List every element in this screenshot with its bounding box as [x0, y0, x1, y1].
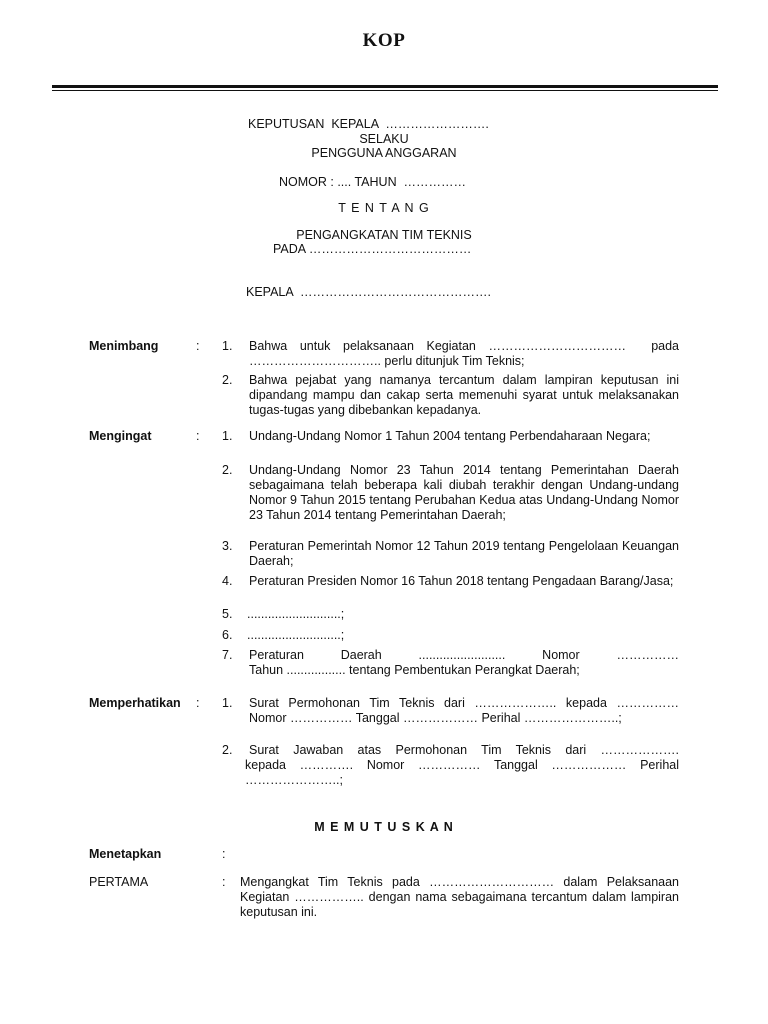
mengingat-2-text: Undang-Undang Nomor 23 Tahun 2014 tentang Pemerintahan Daerah sebagaimana telah beberapa kali diubah terakhir dengan Undang-undang Nomor 9 Tahun 2015 tentang Perubahan Kedua atas Undang-Undang Nomor 23 Tahun 2014 tentang Pemerintahan Daerah; — [249, 463, 679, 522]
title-line-2: SELAKU — [359, 132, 409, 146]
title-line-3: PENGGUNA ANGGARAN — [311, 146, 457, 160]
menimbang-1-rest: ………………………….. perlu ditunjuk Tim Teknis; — [249, 354, 525, 368]
subject-line-2: PADA ………………………………… — [273, 242, 472, 256]
memperhatikan-1-num: 1. — [222, 696, 233, 710]
mengingat-4-text: Peraturan Presiden Nomor 16 Tahun 2018 tentang Pengadaan Barang/Jasa; — [249, 574, 674, 588]
pertama-colon: : — [222, 875, 226, 889]
kop-heading: KOP — [362, 30, 406, 51]
tentang-line: T E N T A N G — [338, 201, 430, 215]
mengingat-5-text: ...........................; — [247, 607, 345, 621]
mengingat-2-num: 2. — [222, 463, 233, 477]
mengingat-3-num: 3. — [222, 539, 233, 553]
menetapkan-colon: : — [222, 847, 226, 861]
memperhatikan-2-num: 2. — [222, 743, 233, 757]
memperhatikan-2-line2: kepada …………. Nomor …………… Tanggal ……………… Perihal — [245, 758, 679, 772]
menimbang-2-num: 2. — [222, 373, 233, 387]
mengingat-colon: : — [196, 429, 200, 443]
menimbang-colon: : — [196, 339, 200, 353]
mengingat-6-text: ...........................; — [247, 628, 345, 642]
memperhatikan-colon: : — [196, 696, 200, 710]
mengingat-4-num: 4. — [222, 574, 233, 588]
menetapkan-label: Menetapkan — [89, 847, 162, 861]
mengingat-7-num: 7. — [222, 648, 233, 662]
mengingat-7-line1: Peraturan Daerah ......................... Nomor …………… — [249, 648, 679, 662]
mengingat-1-num: 1. — [222, 429, 233, 443]
menimbang-label: Menimbang — [89, 339, 159, 353]
nomor-line: NOMOR : .... TAHUN …………… — [279, 175, 467, 189]
memperhatikan-1-rest: Nomor …………… Tanggal ……………… Perihal …………………..; — [249, 711, 622, 725]
memperhatikan-2-rest: …………………..; — [245, 773, 343, 787]
mengingat-5-num: 5. — [222, 607, 233, 621]
memperhatikan-1-line1: Surat Permohonan Tim Teknis dari ……………….. kepada …………… — [249, 696, 679, 710]
memperhatikan-2-line1: Surat Jawaban atas Permohonan Tim Teknis dari ………………. — [249, 743, 679, 757]
pertama-text: Mengangkat Tim Teknis pada ………………………… dalam Pelaksanaan Kegiatan …………….. dengan nama sebagaimana tercantum dalam lampiran keputusan ini. — [240, 875, 679, 919]
subject-line-1: PENGANGKATAN TIM TEKNIS — [296, 228, 472, 242]
menimbang-1-line1: Bahwa untuk pelaksanaan Kegiatan …………………………… pada — [249, 339, 679, 353]
mengingat-7-rest: Tahun ................. tentang Pembentukan Perangkat Daerah; — [249, 663, 580, 677]
menimbang-1-num: 1. — [222, 339, 233, 353]
mengingat-6-num: 6. — [222, 628, 233, 642]
header-rule-thick — [52, 85, 718, 88]
mengingat-label: Mengingat — [89, 429, 152, 443]
title-line-1: KEPUTUSAN KEPALA ……………………. — [248, 117, 489, 131]
memutuskan-heading: M E M U T U S K A N — [314, 820, 454, 834]
mengingat-1-text: Undang-Undang Nomor 1 Tahun 2004 tentang Perbendaharaan Negara; — [249, 429, 651, 443]
header-rule-thin — [52, 90, 718, 91]
pertama-label: PERTAMA — [89, 875, 149, 889]
menimbang-2-text: Bahwa pejabat yang namanya tercantum dalam lampiran keputusan ini dipandang mampu dan cakap serta memenuhi syarat untuk melaksanakan tugas-tugas yang dibebankan kepadanya. — [249, 373, 679, 417]
memperhatikan-label: Memperhatikan — [89, 696, 181, 710]
kepala-line: KEPALA ………………………………………. — [246, 285, 491, 299]
mengingat-3-text: Peraturan Pemerintah Nomor 12 Tahun 2019 tentang Pengelolaan Keuangan Daerah; — [249, 539, 679, 568]
